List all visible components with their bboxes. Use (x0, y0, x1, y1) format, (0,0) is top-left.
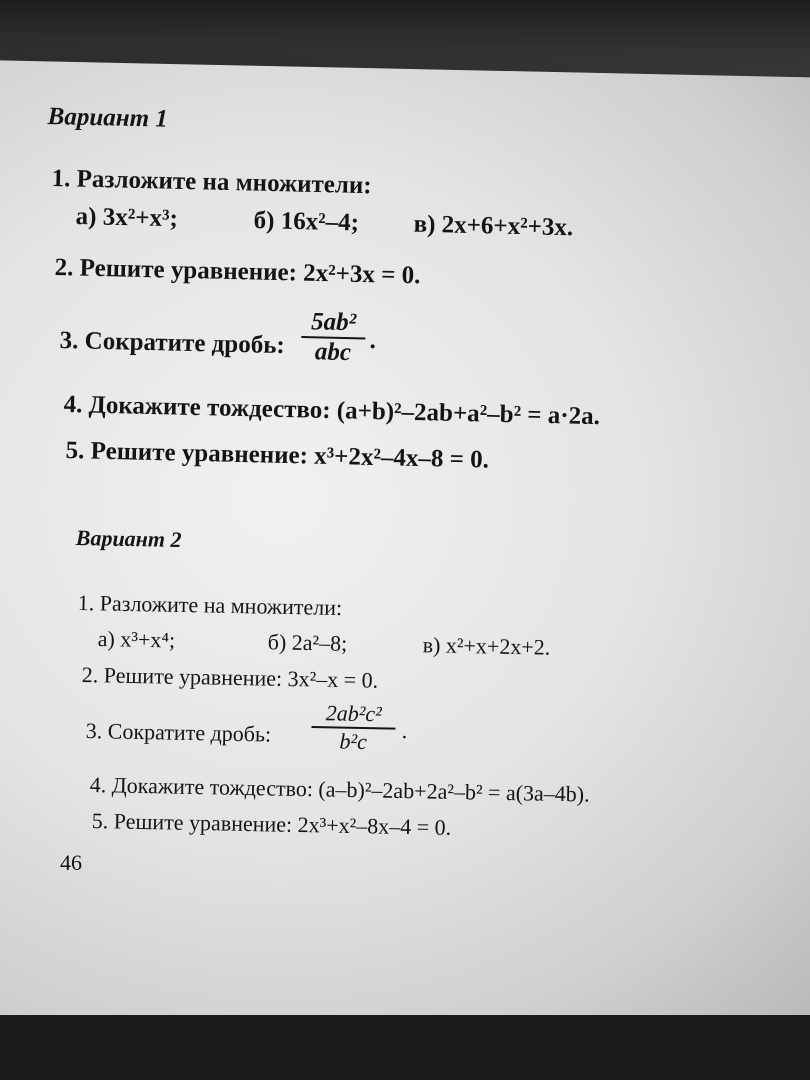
variant-2-title: Вариант 2 (75, 525, 182, 553)
variant-1-task-1-item-c: в) 2x+6+x²+3x. (413, 210, 574, 242)
variant-1-title: Вариант 1 (47, 103, 169, 133)
variant-2-task-1-item-a: а) x³+x⁴; (97, 626, 176, 653)
variant-1-task-1-item-a: а) 3x²+x³; (75, 203, 179, 233)
variant-1-task-5: 5. Решите уравнение: x³+2x²–4x–8 = 0. (65, 437, 490, 474)
variant-1-task-4: 4. Докажите тождество: (a+b)²–2ab+a²–b² = a·2a. (63, 391, 601, 431)
variant-2-fraction-numerator: 2ab²c² (325, 700, 382, 727)
variant-2-task-4: 4. Докажите тождество: (a–b)²–2ab+2a²–b² = a(3a–4b). (89, 772, 590, 807)
page-number: 46 (60, 850, 82, 875)
variant-1-task-2: 2. Решите уравнение: 2x²+3x = 0. (54, 254, 421, 290)
variant-2-task-1-item-b: б) 2a²–8; (267, 629, 348, 656)
variant-2-fraction-denominator: b²c (339, 728, 368, 755)
variant-1-fraction-numerator: 5ab² (310, 308, 357, 337)
variant-2-task-1-item-c: в) x²+x+2x+2. (422, 632, 551, 660)
variant-1-task-1-item-b: б) 16x²–4; (253, 207, 360, 237)
variant-2-task-2: 2. Решите уравнение: 3x²–x = 0. (81, 662, 379, 693)
variant-2-task-1-items (98, 628, 551, 659)
variant-2-fraction (311, 700, 396, 756)
variant-2-task-1-label: 1. Разложите на множители: (77, 590, 343, 621)
variant-1-task-1-label: 1. Разложите на множители: (51, 165, 372, 200)
variant-1-task-3-label: 3. Сократите дробь: (59, 327, 286, 360)
variant-1-fraction (301, 308, 366, 367)
variant-1-fraction-denominator: abc (314, 338, 352, 367)
variant-2-task-3-period: . (401, 718, 408, 744)
variant-2-task-3-label: 3. Сократите дробь: (85, 718, 272, 747)
variant-2-task-5: 5. Решите уравнение: 2x³+x²–8x–4 = 0. (91, 808, 452, 840)
variant-1-task-1-items (75, 204, 573, 240)
variant-1-task-3-period: . (369, 327, 377, 355)
